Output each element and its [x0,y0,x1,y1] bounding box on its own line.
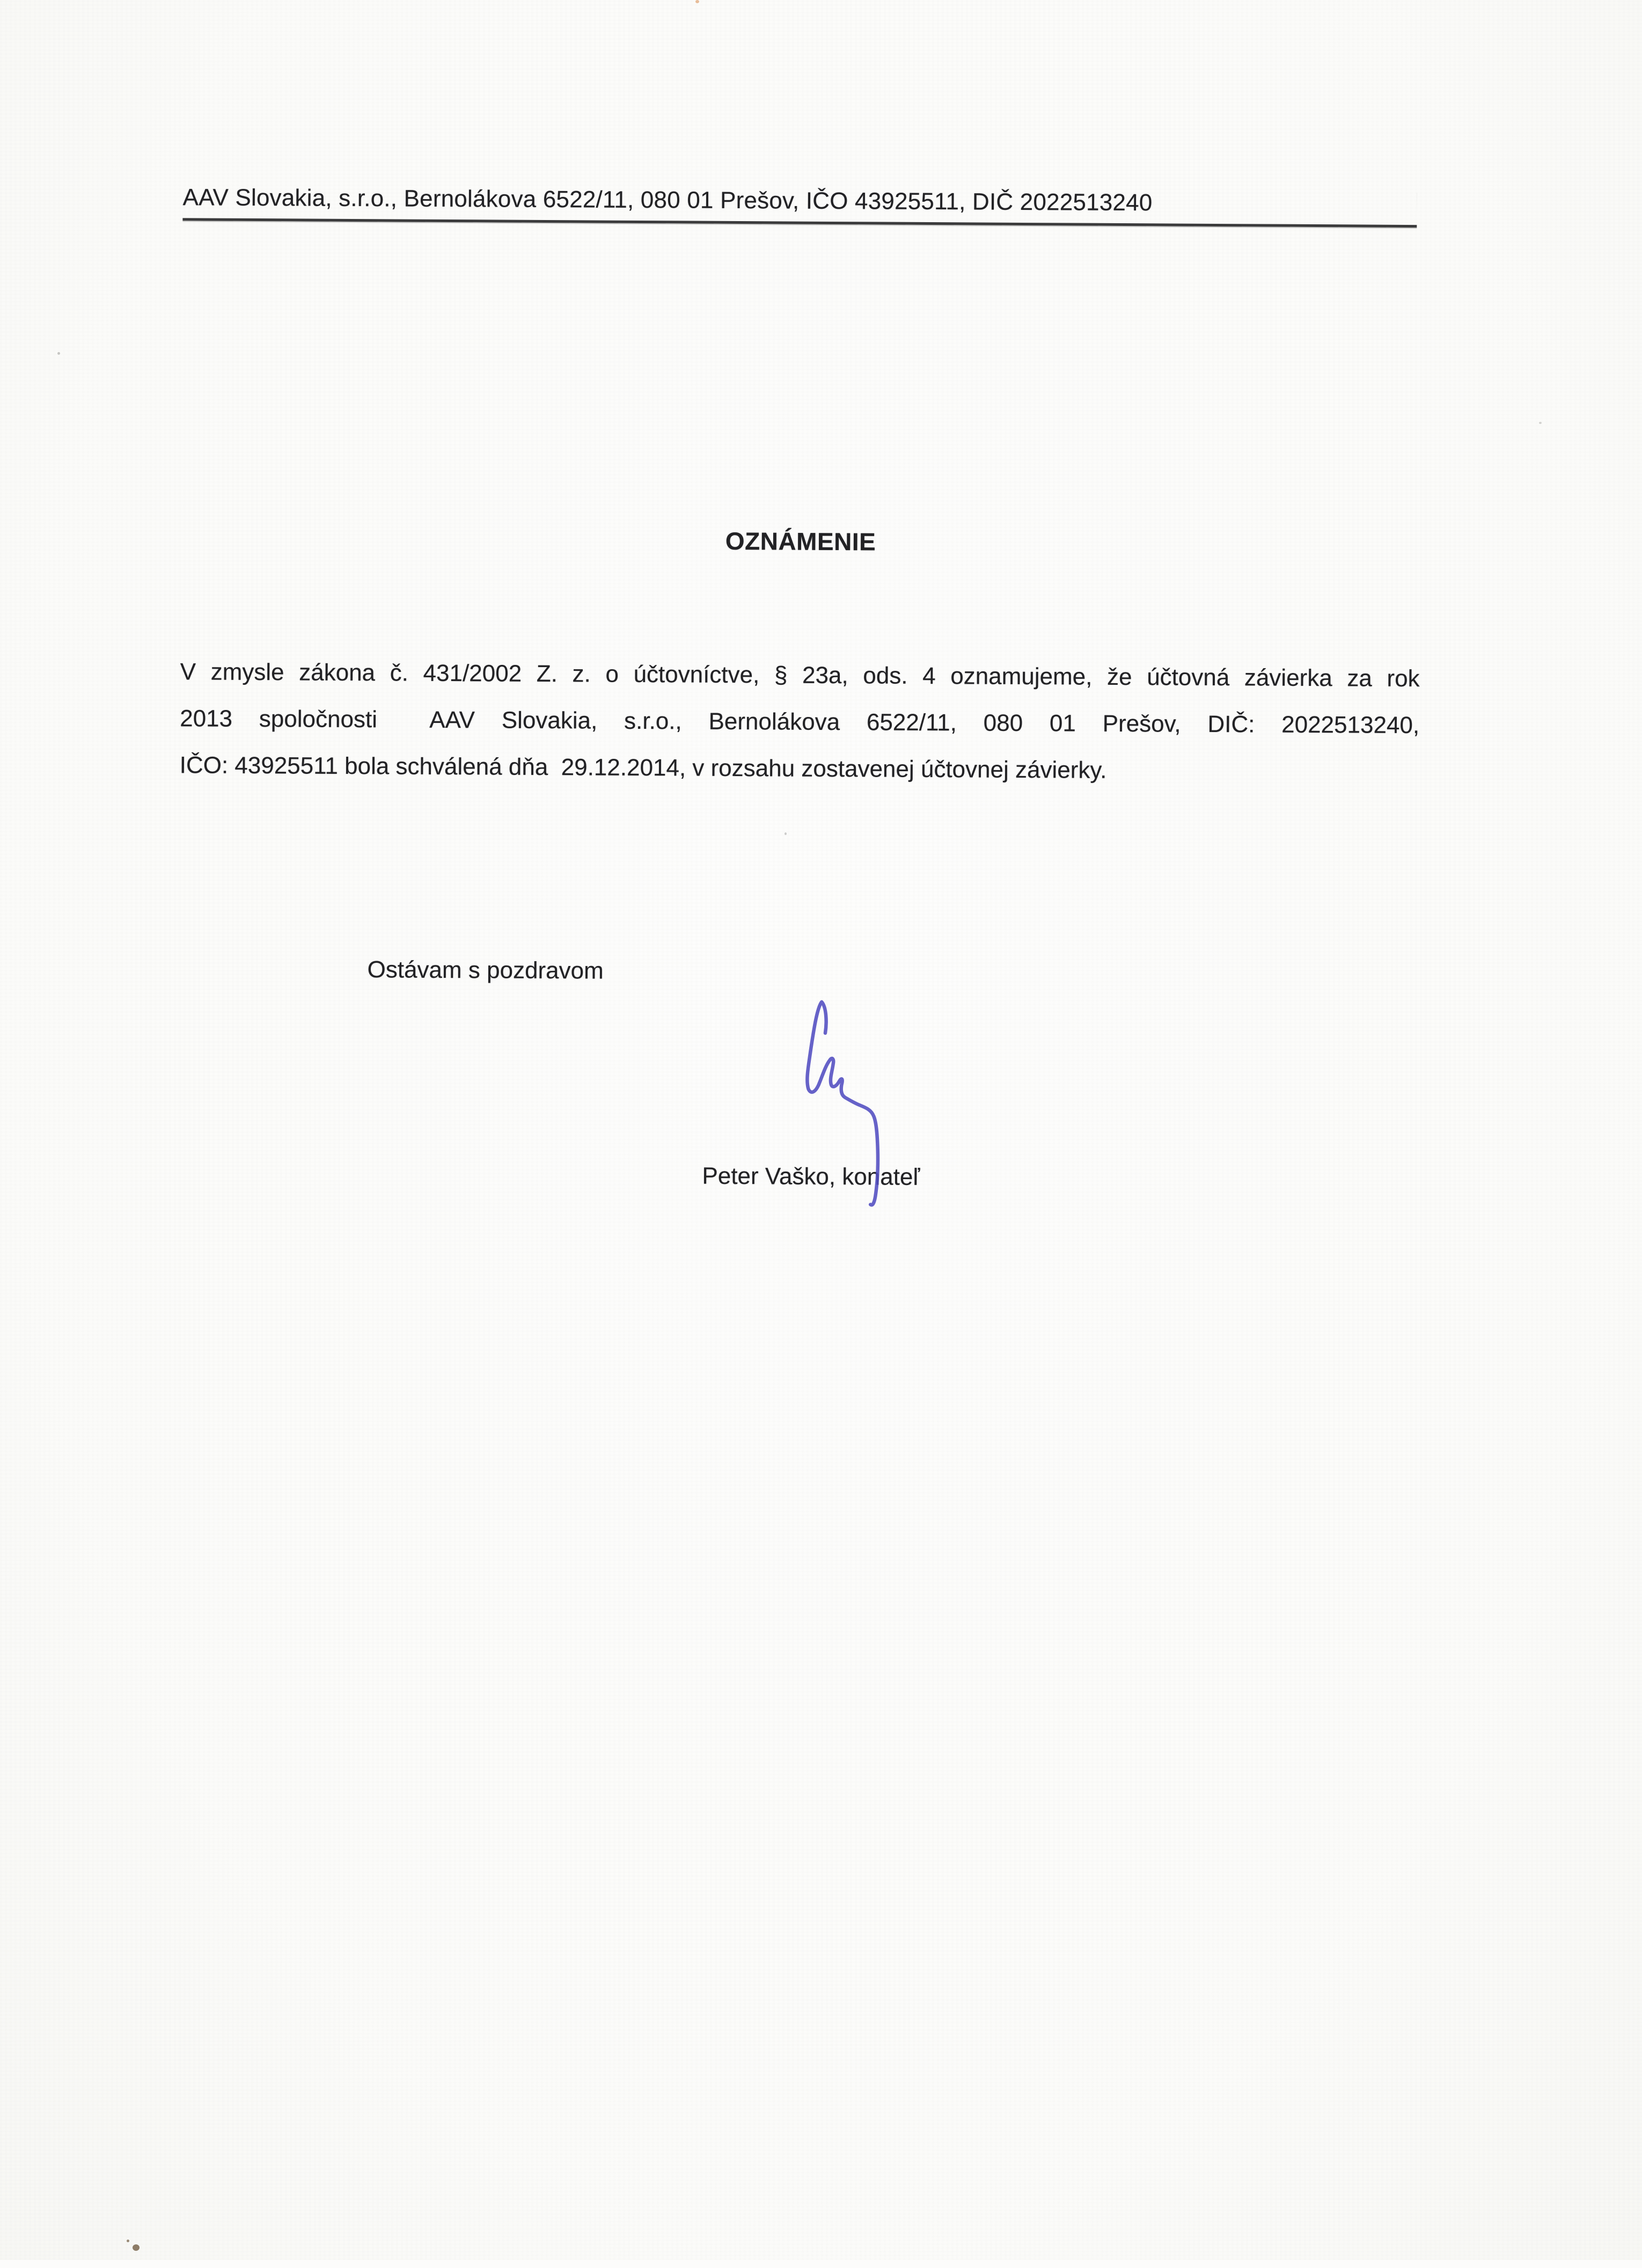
document-title: OZNÁMENIE [725,526,876,556]
closing-salutation: Ostávam s pozdravom [367,956,604,984]
letterhead [182,185,1417,228]
signer-name: Peter Vaško, konateľ [702,1162,920,1190]
scan-speck [133,2244,140,2251]
scan-speck [1539,422,1542,424]
scan-speck [695,0,699,3]
body-line-1: V zmysle zákona č. 431/2002 Z. z. o účtovníctve, § 23a, ods. 4 oznamujeme, že účtovná závierka za rok [180,659,1420,692]
letterhead-text: AAV Slovakia, s.r.o., Bernolákova 6522/11, 080 01 Prešov, IČO 43925511, DIČ 2022513240 [182,184,1153,216]
body-line-3: IČO: 43925511 bola schválená dňa 29.12.2014, v rozsahu zostavenej účtovnej závierky. [179,752,1107,784]
body-paragraph [179,648,1419,795]
body-line-2: 2013 spoločnosti AAV Slovakia, s.r.o., Bernolákova 6522/11, 080 01 Prešov, DIČ: 2022513240, [180,705,1420,739]
scan-speck [785,832,787,835]
scan-speck [57,352,60,355]
scan-speck [127,2240,129,2242]
